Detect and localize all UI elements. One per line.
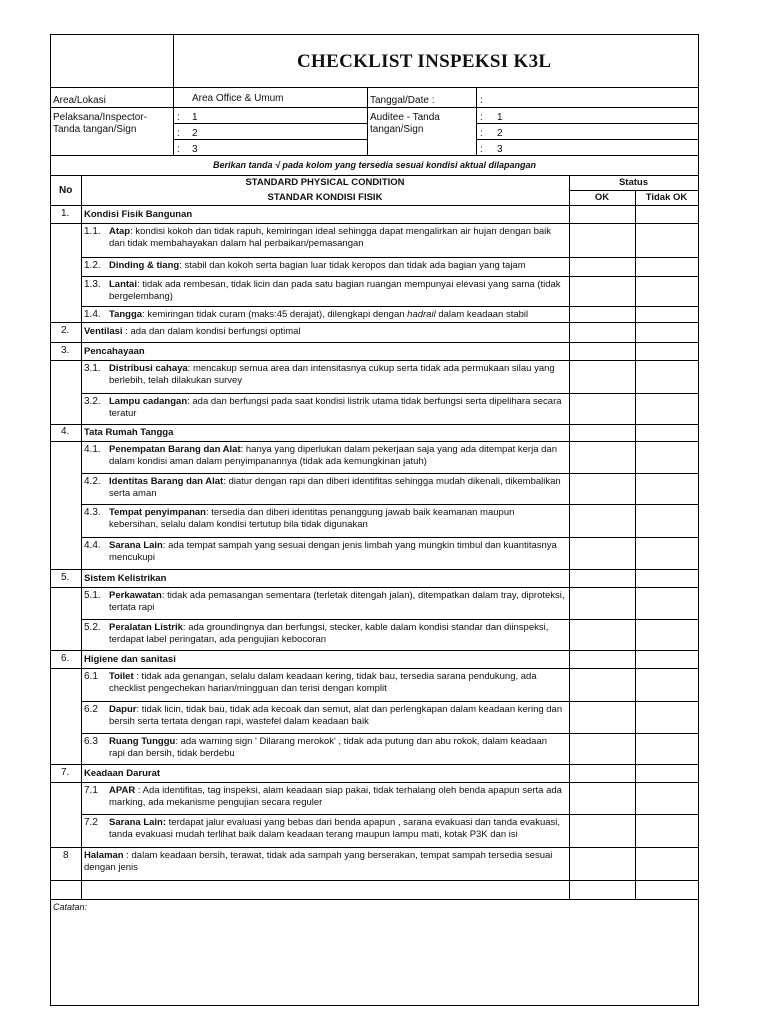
row-divider xyxy=(81,701,698,702)
item-number: 5.1. xyxy=(84,590,101,601)
ok-header: OK xyxy=(594,192,610,203)
item-number: 4.4. xyxy=(84,540,101,551)
item-key: Atap xyxy=(109,226,131,237)
item-text: : ada tempat sampah yang sesuai dengan jenis limbah yang mungkin timbul dan kuantitasnya mencukupi xyxy=(109,540,557,563)
item-number: 1.2. xyxy=(84,260,101,271)
row-divider xyxy=(51,424,698,425)
instruction-text: Berikan tanda √ pada kolom yang tersedia sesuai kondisi aktual dilapangan xyxy=(212,160,537,170)
item-key: Perkawatan xyxy=(109,590,162,601)
checklist-item xyxy=(109,622,565,646)
checklist-item xyxy=(109,476,565,500)
checklist-item xyxy=(109,785,565,809)
text: : xyxy=(480,144,483,155)
checklist-item xyxy=(109,736,565,760)
item-text: : hanya yang diperlukan dalam pekerjaan saja yang ada ditempat kerja dan dalam kondisi aman dalam penyimpanannya (tidak ada kemungkinan jatuh) xyxy=(109,444,557,467)
item-text: terdapat jalur evaluasi yang bebas dari benda apapun , sarana evakuasi dan tanda evakuasi, tanda evakuasi mudah terlihat baik dalam keadaan terang maupun lampu mati, kotak P3K dan isi xyxy=(109,817,561,840)
row-divider xyxy=(51,360,698,361)
row-divider xyxy=(51,880,698,881)
item-number: 1.4. xyxy=(84,309,101,320)
item-text: : tidak licin, tidak bau, tidak ada kecoak dan semut, alat dan perlengkapan dalam keadaan kering dan bersih serta tertata dengan rapi, wastefel dalam keadaan baik xyxy=(109,704,563,727)
item-key: APAR xyxy=(109,785,136,796)
inspector-sign-3[interactable]: 3 xyxy=(192,144,198,155)
row-divider xyxy=(81,276,698,277)
checklist-item xyxy=(109,279,565,303)
item-number: 6.1 xyxy=(84,671,98,682)
tanggal-label: Tanggal/Date : xyxy=(370,95,435,106)
item-number: 4.2. xyxy=(84,476,101,487)
standard-header-id: STANDAR KONDISI FISIK xyxy=(267,192,383,203)
row-divider xyxy=(51,175,698,176)
checklist-item xyxy=(109,817,565,841)
item-number: 7.2 xyxy=(84,817,98,828)
checklist-sheet xyxy=(50,34,699,1006)
item-number: 6.2 xyxy=(84,704,98,715)
section-title: Kondisi Fisik Bangunan xyxy=(84,209,193,220)
row-divider xyxy=(51,650,698,651)
row-divider xyxy=(51,847,698,848)
row-divider xyxy=(81,306,698,307)
item-text: : tidak ada rembesan, tidak licin dan pada satu bagian ruangan mempunyai elevasi yang sama (tidak bergelembang) xyxy=(109,279,561,302)
text: : xyxy=(177,128,180,139)
checklist-item xyxy=(109,540,565,564)
item-text: : tidak ada pemasangan sementara (terletak ditengah jalan), ditempatkan dalam tray, diproteksi, tertata rapi xyxy=(109,590,565,613)
row-divider xyxy=(51,782,698,783)
notes-label: Catatan: xyxy=(53,902,88,912)
item-number: 7. xyxy=(61,767,70,778)
item-text: : ada warning sign ' Dilarang merokok' , tidak ada putung dan abu rokok, dalam keadaan rapi dan bersih, tidak berdebu xyxy=(109,736,548,759)
checklist-item xyxy=(109,704,565,728)
item-key: Distribusi cahaya xyxy=(109,363,188,374)
item-key: Toilet xyxy=(109,671,134,682)
title-divider xyxy=(173,35,174,87)
item-number: 8 xyxy=(63,850,69,861)
inspector-sign-2[interactable]: 2 xyxy=(192,128,198,139)
item-italic-text: hadrail xyxy=(407,309,436,320)
item-key: Lampu cadangan xyxy=(109,396,188,407)
item-text: : kondisi kokoh dan tidak rapuh, kemiringan ideal sehingga dapat mengalirkan air hujan dengan baik dan tidak membahayakan dalam hal perbaikan/pemasangan xyxy=(109,226,552,249)
item-text: : stabil dan kokoh serta bagian luar tidak keropos dan tidak ada bagian yang tajam xyxy=(179,260,526,271)
row-divider xyxy=(51,155,698,156)
standard-header-en: STANDARD PHYSICAL CONDITION xyxy=(245,177,405,188)
item-text: : Ada identifitas, tag inspeksi, alam keadaan siap pakai, tidak terhalang oleh benda apapun serta ada marking, ada mekanisme pengujian secara reguler xyxy=(109,785,562,808)
row-divider xyxy=(81,504,698,505)
auditee-sign-3[interactable]: 3 xyxy=(497,144,503,155)
item-text: : ada dan berfungsi pada saat kondisi listrik utama tidak berfungsi serta dipelihara secara teratur xyxy=(109,396,562,419)
item-number: 1.1. xyxy=(84,226,101,237)
item-number: 4.3. xyxy=(84,507,101,518)
item-key: Sarana Lain xyxy=(109,540,163,551)
item-key: Peralatan Listrik xyxy=(109,622,183,633)
area-value: Area Office & Umum xyxy=(192,93,284,104)
row-divider xyxy=(476,139,698,140)
auditee-label: Auditee - Tanda xyxy=(370,112,440,123)
item-text: dalam keadaan stabil xyxy=(435,309,529,320)
item-number: 1.3. xyxy=(84,279,101,290)
item-key: Tangga xyxy=(109,309,143,320)
item-key: Halaman xyxy=(84,850,124,861)
checklist-item xyxy=(109,507,565,531)
notes-field[interactable] xyxy=(51,913,698,1005)
col-no-header: No xyxy=(59,185,73,196)
item-text: : diatur dengan rapi dan diberi identifitas sehingga mudah dikenali, dikembalikan serta aman xyxy=(109,476,561,499)
item-text: : ada groundingnya dan berfungsi, stecker, kable dalam kondisi standar dan diinspeksi, terdapat label peringatan, ada pengujian kebocoran xyxy=(109,622,549,645)
item-number: 1. xyxy=(61,208,70,219)
item-number: 6. xyxy=(61,653,70,664)
row-divider xyxy=(51,107,698,108)
checklist-item xyxy=(109,309,565,321)
item-number: 6.3 xyxy=(84,736,98,747)
item-key: Identitas Barang dan Alat xyxy=(109,476,224,487)
checklist-item xyxy=(109,396,565,420)
tidak-ok-header: Tidak OK xyxy=(645,192,688,203)
column-divider xyxy=(476,87,477,155)
row-divider xyxy=(51,569,698,570)
row-divider xyxy=(51,342,698,343)
row-divider xyxy=(51,223,698,224)
row-divider xyxy=(81,393,698,394)
row-divider xyxy=(81,619,698,620)
section-title xyxy=(84,850,564,874)
row-divider xyxy=(51,899,698,900)
section-title: Higiene dan sanitasi xyxy=(84,654,176,665)
checklist-item xyxy=(109,671,565,695)
column-divider xyxy=(635,190,636,899)
checklist-item xyxy=(109,590,565,614)
item-text: : ada dan dalam kondisi berfungsi optimal xyxy=(122,326,301,337)
item-number: 3.1. xyxy=(84,363,101,374)
item-text: : dalam keadaan bersih, terawat, tidak ada sampah yang berserakan, tempat sampah tersedia sesuai dengan jenis xyxy=(84,850,553,873)
item-key: Sarana Lain: xyxy=(109,817,167,828)
checklist-item xyxy=(109,260,565,272)
section-title: Pencahayaan xyxy=(84,346,145,357)
pelaksana-label: Pelaksana/Inspector- xyxy=(53,112,147,123)
item-number: 3.2. xyxy=(84,396,101,407)
checklist-item xyxy=(109,226,565,250)
row-divider xyxy=(81,537,698,538)
row-divider xyxy=(173,139,367,140)
item-key: Dinding & tiang xyxy=(109,260,180,271)
section-title: Tata Rumah Tangga xyxy=(84,427,174,438)
item-number: 4. xyxy=(61,426,70,437)
column-divider xyxy=(173,107,174,155)
text: : xyxy=(480,95,483,106)
text: : xyxy=(480,112,483,123)
item-text: : kemiringan tidak curam (maks:45 derajat), dilengkapi dengan xyxy=(142,309,408,320)
status-header: Status xyxy=(618,177,649,188)
row-divider xyxy=(51,441,698,442)
item-key: Lantai xyxy=(109,279,137,290)
section-title: Keadaan Darurat xyxy=(84,768,161,779)
text: : xyxy=(177,112,180,123)
item-number: 4.1. xyxy=(84,444,101,455)
auditee-sign-2[interactable]: 2 xyxy=(497,128,503,139)
text: Tanda tangan/Sign xyxy=(53,124,137,135)
inspector-sign-1[interactable]: 1 xyxy=(192,112,198,123)
row-divider xyxy=(51,764,698,765)
item-key: Ventilasi xyxy=(84,326,123,337)
row-divider xyxy=(51,587,698,588)
row-divider xyxy=(51,87,698,88)
row-divider xyxy=(476,123,698,124)
row-divider xyxy=(51,205,698,206)
item-key: Penempatan Barang dan Alat xyxy=(109,444,241,455)
text: : xyxy=(177,144,180,155)
section-title: Sistem Kelistrikan xyxy=(84,573,167,584)
column-divider xyxy=(173,87,174,107)
auditee-sign-1[interactable]: 1 xyxy=(497,112,503,123)
item-number: 2. xyxy=(61,325,70,336)
text: tangan/Sign xyxy=(370,124,424,135)
row-divider xyxy=(569,190,698,191)
row-divider xyxy=(51,668,698,669)
item-number: 3. xyxy=(61,345,70,356)
area-label: Area/Lokasi xyxy=(53,95,106,106)
item-number: 5.2. xyxy=(84,622,101,633)
checklist-item xyxy=(109,363,565,387)
item-number: 5. xyxy=(61,572,70,583)
item-number: 7.1 xyxy=(84,785,98,796)
item-text: : mencakup semua area dan intensitasnya cukup serta tidak ada permukaan silau yang berlebih, telah dilakukan survey xyxy=(109,363,555,386)
item-key: Tempat penyimpanan xyxy=(109,507,206,518)
row-divider xyxy=(81,473,698,474)
section-title xyxy=(84,326,564,338)
row-divider xyxy=(51,322,698,323)
page-title: CHECKLIST INSPEKSI K3L xyxy=(297,51,552,72)
checklist-item xyxy=(109,444,565,468)
row-divider xyxy=(81,733,698,734)
text: : xyxy=(480,128,483,139)
row-divider xyxy=(81,257,698,258)
row-divider xyxy=(173,123,367,124)
row-divider xyxy=(81,814,698,815)
column-divider xyxy=(367,87,368,155)
item-text: : tersedia dan diberi identitas penanggung jawab baik keamanan maupun kebersihan, selalu dalam kondisi tertutup bila tidak digunakan xyxy=(109,507,515,530)
item-key: Ruang Tunggu xyxy=(109,736,176,747)
item-key: Dapur xyxy=(109,704,137,715)
item-text: : tidak ada genangan, selalu dalam keadaan kering, tidak bau, tersedia sarana pendukung, ada checklist pengechekan harian/mingguan dan terisi dengan komplit xyxy=(109,671,537,694)
